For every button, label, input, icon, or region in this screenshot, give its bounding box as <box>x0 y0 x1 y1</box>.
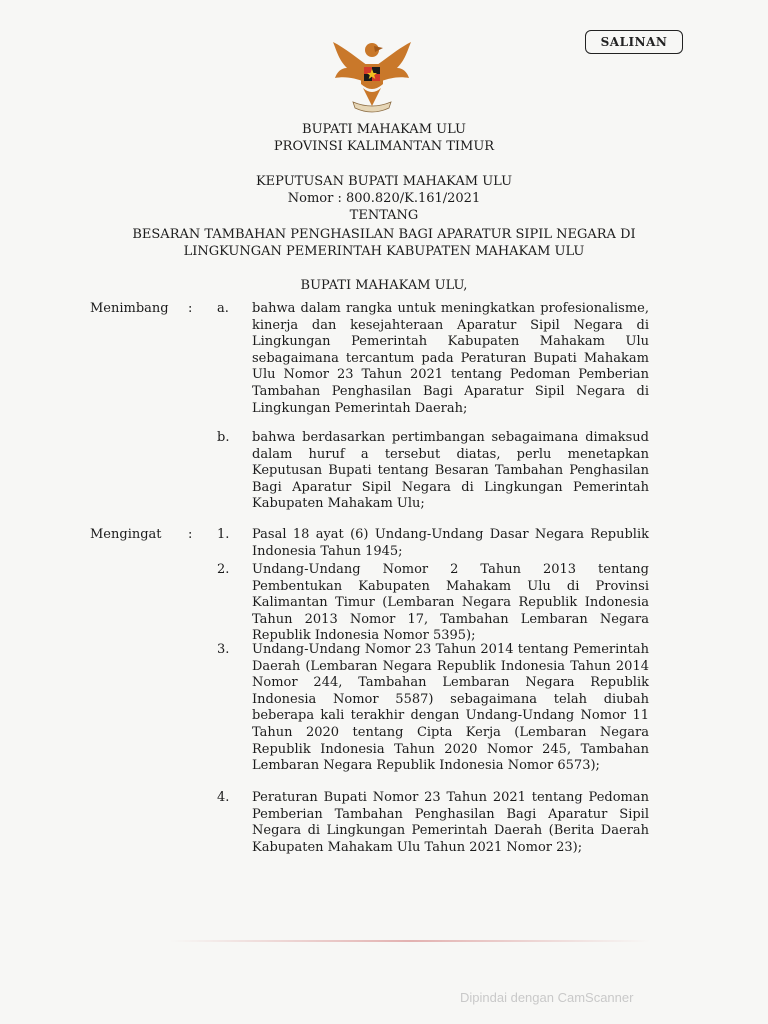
mengingat-label: Mengingat <box>90 527 162 542</box>
mengingat-colon: : <box>188 527 193 542</box>
mengingat-item-marker: 1. <box>217 527 230 542</box>
mengingat-item-text: Peraturan Bupati Nomor 23 Tahun 2021 tentang Pedoman Pemberian Tambahan Penghasilan Bagi Aparatur Sipil Negara di Lingkungan Pemerintah Daerah (Berita Daerah Kabupaten Mahakam Ulu Tahun 2021 Nomor 23); <box>252 790 649 855</box>
menimbang-colon: : <box>188 301 193 316</box>
subject-line-1: BESARAN TAMBAHAN PENGHASILAN BAGI APARATUR SIPIL NEGARA DI <box>132 227 636 242</box>
decision-number: Nomor : 800.820/K.161/2021 <box>287 191 481 206</box>
mengingat-item-marker: 2. <box>217 562 230 577</box>
mengingat-item-text: Pasal 18 ayat (6) Undang-Undang Dasar Negara Republik Indonesia Tahun 1945; <box>252 527 649 559</box>
mengingat-item-marker: 4. <box>217 790 230 805</box>
menimbang-label: Menimbang <box>90 301 169 316</box>
tentang-heading: TENTANG <box>349 208 419 223</box>
decision-title: KEPUTUSAN BUPATI MAHAKAM ULU <box>255 174 513 189</box>
subject-line-2: LINGKUNGAN PEMERINTAH KABUPATEN MAHAKAM ULU <box>183 244 585 259</box>
mengingat-item-marker: 3. <box>217 642 230 657</box>
camscanner-watermark: Dipindai dengan CamScanner <box>460 990 634 1005</box>
issuer-heading: BUPATI MAHAKAM ULU, <box>300 278 468 293</box>
province-heading: PROVINSI KALIMANTAN TIMUR <box>273 139 495 154</box>
scan-artifact-line <box>170 940 650 942</box>
mengingat-item-text: Undang-Undang Nomor 2 Tahun 2013 tentang Pembentukan Kabupaten Mahakam Ulu di Provinsi Kalimantan Timur (Lembaran Negara Republik Indonesia Tahun 2013 Nomor 17, Tambahan Lembaran Negara Republik Indonesia Nomor 5395); <box>252 562 649 644</box>
office-heading: BUPATI MAHAKAM ULU <box>302 122 466 137</box>
menimbang-item-text: bahwa dalam rangka untuk meningkatkan profesionalisme, kinerja dan kesejahteraan Aparatur Sipil Negara di Lingkungan Pemerintah Kabupaten Mahakam Ulu sebagaimana tercantum pada Peraturan Bupati Mahakam Ulu Nomor 23 Tahun 2021 tentang Pedoman Pemberian Tambahan Penghasilan Bagi Aparatur Sipil Negara di Lingkungan Pemerintah Daerah; <box>252 301 649 416</box>
salinan-stamp: SALINAN <box>585 30 683 54</box>
garuda-emblem-icon <box>327 38 417 116</box>
menimbang-item-text: bahwa berdasarkan pertimbangan sebagaimana dimaksud dalam huruf a tersebut diatas, perlu menetapkan Keputusan Bupati tentang Besaran Tambahan Penghasilan Bagi Aparatur Sipil Negara di Lingkungan Pemerintah Kabupaten Mahakam Ulu; <box>252 430 649 512</box>
menimbang-item-marker: a. <box>217 301 229 316</box>
menimbang-item-marker: b. <box>217 430 230 445</box>
mengingat-item-text: Undang-Undang Nomor 23 Tahun 2014 tentang Pemerintah Daerah (Lembaran Negara Republik Indonesia Tahun 2014 Nomor 244, Tambahan Lembaran Negara Republik Indonesia Nomor 5587) sebagaimana telah diubah beberapa kali terakhir dengan Undang-Undang Nomor 11 Tahun 2020 tentang Cipta Kerja (Lembaran Negara Republik Indonesia Tahun 2020 Nomor 245, Tambahan Lembaran Negara Republik Indonesia Nomor 6573); <box>252 642 649 774</box>
